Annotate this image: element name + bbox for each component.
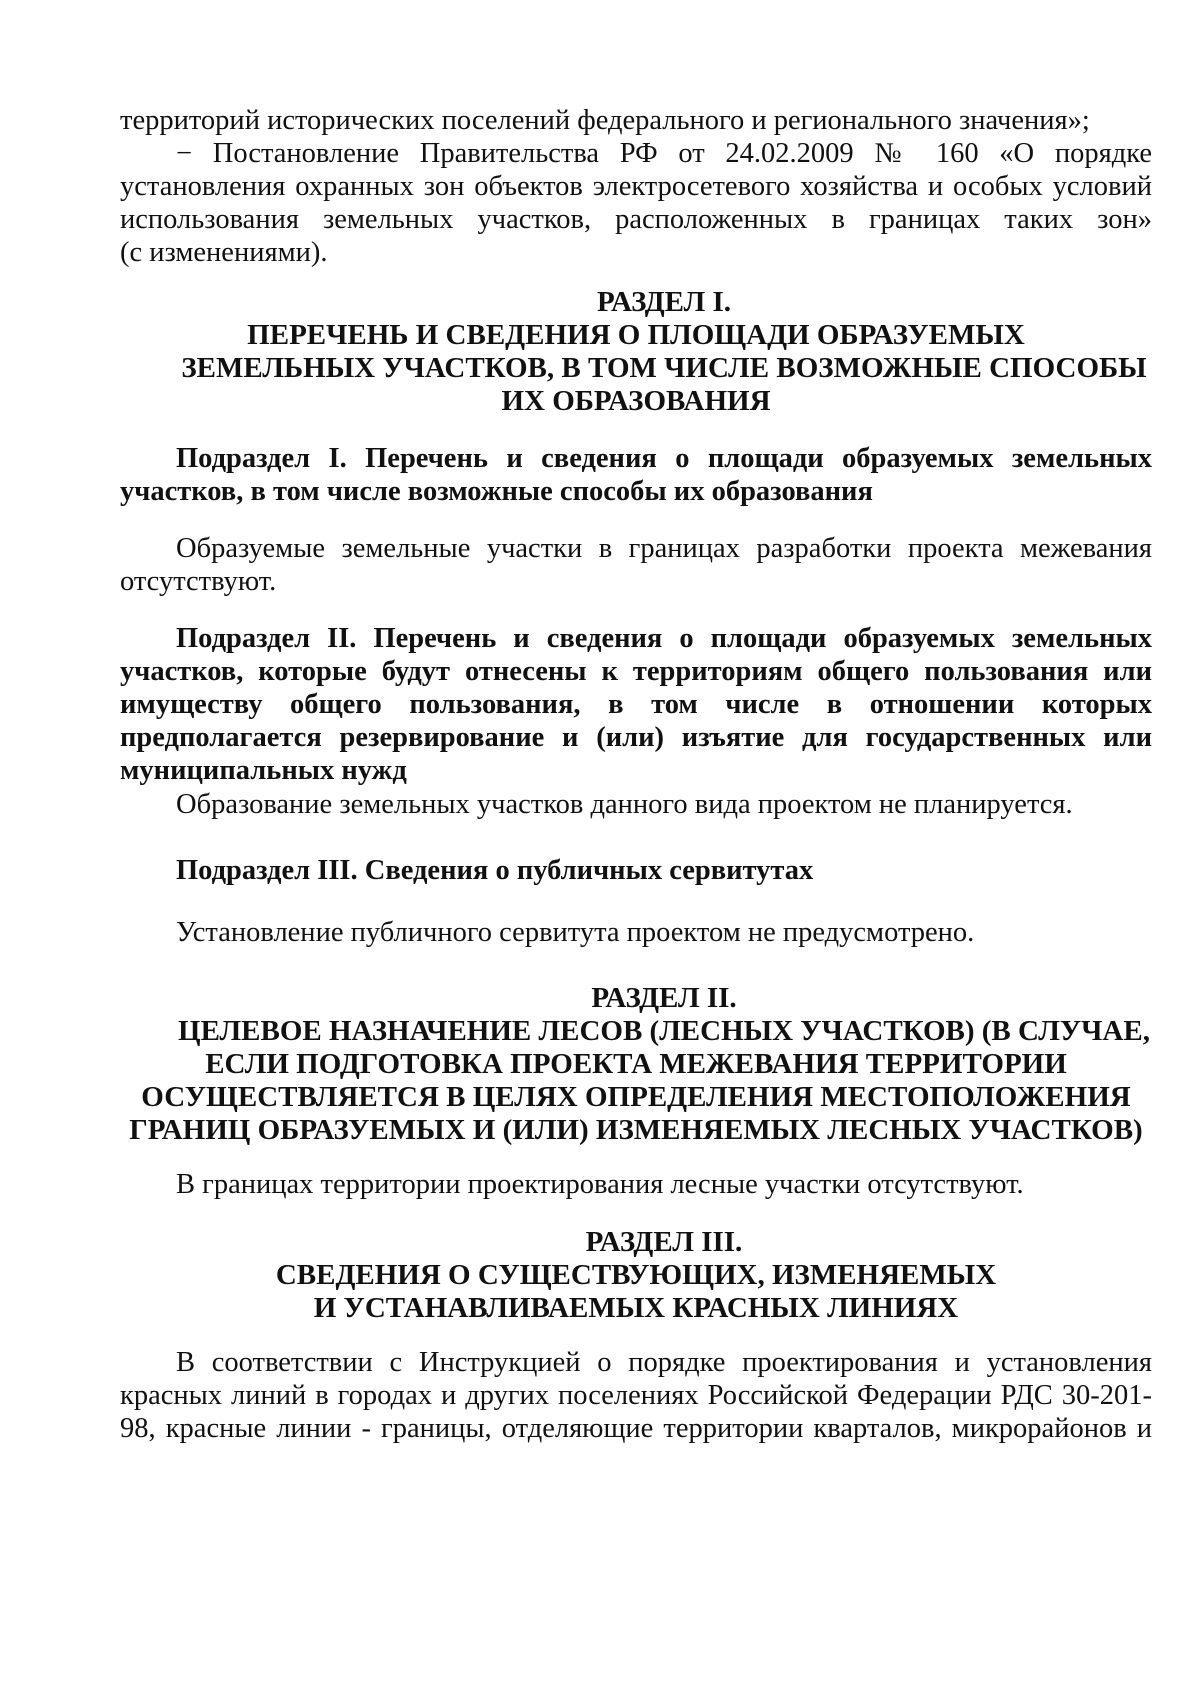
paragraph-line: В границах территории проектирования лесные участки отсутствуют. — [176, 1169, 1024, 1200]
subsection-2-title — [120, 622, 1152, 787]
section-1-title-line: ИХ ОБРАЗОВАНИЯ — [501, 385, 771, 417]
section-3-header — [120, 1226, 1152, 1325]
section-3-title-line: И УСТАНАВЛИВАЕМЫХ КРАСНЫХ ЛИНИЯХ — [313, 1292, 959, 1324]
section-3-heading: РАЗДЕЛ III. — [585, 1226, 743, 1258]
subsection-title-line: предполагается резервирование и (или) изъятие для государственных или — [120, 722, 1152, 753]
subsection-title-line: участков, в том числе возможные способы их образования — [120, 476, 873, 507]
list-item-line: − Постановление Правительства РФ от 24.02.2009 № 160 «О порядке — [176, 138, 1152, 169]
subsection-title-line: участков, которые будут отнесены к территориям общего пользования или — [120, 656, 1152, 687]
section-3-title-line: СВЕДЕНИЯ О СУЩЕСТВУЮЩИХ, ИЗМЕНЯЕМЫХ — [275, 1259, 997, 1291]
section-2-text — [120, 1168, 1152, 1201]
paragraph-line: 98, красные линии - границы, отделяющие территории кварталов, микрорайонов и — [120, 1413, 1152, 1444]
subsection-title-line: имуществу общего пользования, в том числе в отношении которых — [120, 689, 1152, 720]
section-2-header — [120, 982, 1152, 1147]
subsection-title-line: муниципальных нужд — [120, 755, 407, 786]
paragraph-line: Установление публичного сервитута проектом не предусмотрено. — [176, 917, 975, 948]
section-2-title-line: ОСУЩЕСТВЛЯЕТСЯ В ЦЕЛЯХ ОПРЕДЕЛЕНИЯ МЕСТОПОЛОЖЕНИЯ — [141, 1081, 1131, 1113]
intro-paragraph — [120, 104, 1152, 269]
subsection-1-title — [120, 442, 1152, 508]
section-3-text — [120, 1346, 1152, 1445]
subsection-title-line: Подраздел III. Сведения о публичных сервитутах — [176, 855, 814, 886]
section-2-title-line: ГРАНИЦ ОБРАЗУЕМЫХ И (ИЛИ) ИЗМЕНЯЕМЫХ ЛЕСНЫХ УЧАСТКОВ) — [129, 1114, 1143, 1146]
subsection-title-line: Подраздел II. Перечень и сведения о площади образуемых земельных — [176, 623, 1152, 654]
paragraph-line: В соответствии с Инструкцией о порядке проектирования и установления — [176, 1347, 1152, 1378]
section-1-title-line: ЗЕМЕЛЬНЫХ УЧАСТКОВ, В ТОМ ЧИСЛЕ ВОЗМОЖНЫЕ СПОСОБЫ — [181, 352, 1147, 384]
paragraph-line: Образование земельных участков данного вида проектом не планируется. — [176, 789, 1073, 820]
section-1-header — [120, 286, 1152, 418]
section-1-heading: РАЗДЕЛ I. — [596, 286, 732, 318]
subsection-2-text — [120, 788, 1152, 821]
paragraph-line: Образуемые земельные участки в границах разработки проекта межевания — [176, 533, 1152, 564]
list-item-line: установления охранных зон объектов электросетевого хозяйства и особых условий — [120, 171, 1152, 202]
subsection-title-line: Подраздел I. Перечень и сведения о площади образуемых земельных — [176, 443, 1152, 474]
list-item-line: (с изменениями). — [120, 237, 328, 268]
list-item-line: использования земельных участков, расположенных в границах таких зон» — [120, 204, 1152, 235]
section-2-heading: РАЗДЕЛ II. — [591, 982, 737, 1014]
paragraph-line: отсутствуют. — [120, 566, 277, 597]
subsection-1-text — [120, 532, 1152, 598]
subsection-3-text — [120, 916, 1152, 949]
intro-line: территорий исторических поселений федерального и регионального значения»; — [120, 105, 1090, 136]
subsection-3-title — [120, 854, 1152, 887]
paragraph-line: красных линий в городах и других поселениях Российской Федерации РДС 30-201- — [120, 1380, 1152, 1411]
section-2-title-line: ЕСЛИ ПОДГОТОВКА ПРОЕКТА МЕЖЕВАНИЯ ТЕРРИТОРИИ — [205, 1048, 1067, 1080]
section-1-title-line: ПЕРЕЧЕНЬ И СВЕДЕНИЯ О ПЛОЩАДИ ОБРАЗУЕМЫХ — [247, 319, 1025, 351]
section-2-title-line: ЦЕЛЕВОЕ НАЗНАЧЕНИЕ ЛЕСОВ (ЛЕСНЫХ УЧАСТКОВ) (В СЛУЧАЕ, — [178, 1015, 1150, 1047]
